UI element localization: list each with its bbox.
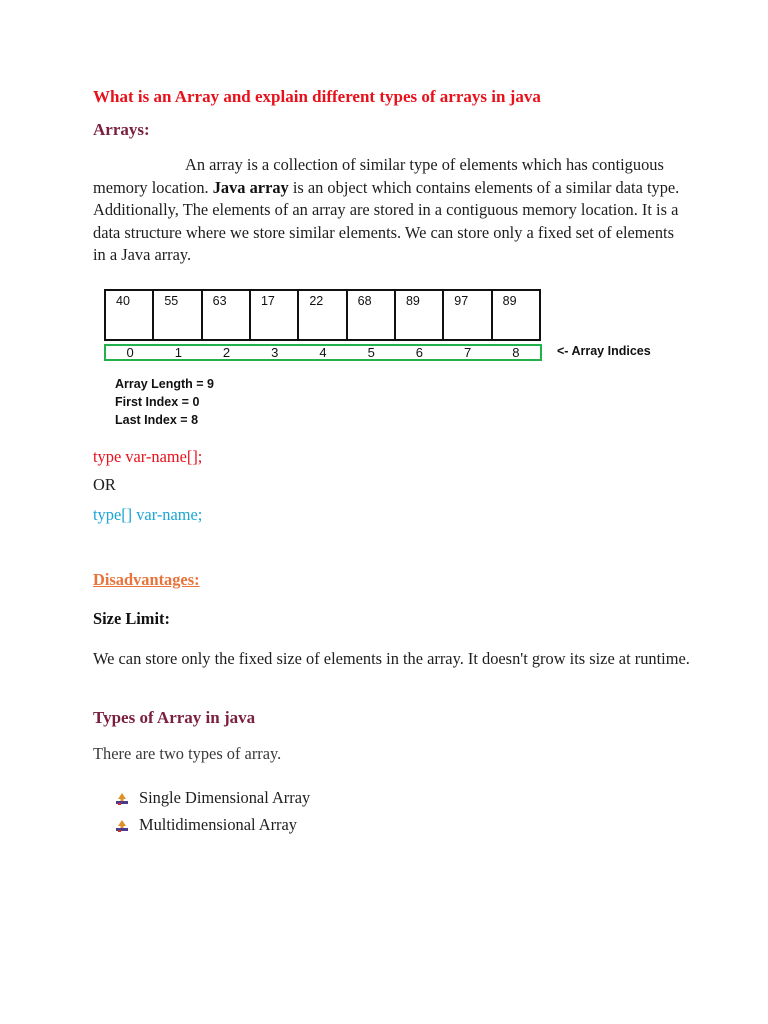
last-index-text: Last Index = 8 [115,413,199,427]
list-item-label: Multidimensional Array [139,814,297,834]
array-cell: 63 [203,291,251,339]
intro-text-bold: Java array [212,177,289,197]
bullet-arrow-icon [115,791,129,805]
array-index: 5 [367,345,375,360]
array-index: 4 [319,345,327,360]
array-cell: 40 [106,291,154,339]
syntax-form-2: type[] var-name; [93,505,203,524]
bullet-arrow-icon [115,818,129,832]
list-item [115,784,310,811]
array-index: 7 [464,345,472,360]
first-index-text: First Index = 0 [115,395,200,409]
array-index: 1 [174,345,182,360]
intro-text-part2: is an object which contains elements of a similar data type. Additionally, The elements of an array are stored in a contiguous memory location. It is a data structure where we store similar elements. We can store only a fixed set of elements in a Java array. [93,177,680,265]
array-index: 0 [126,345,134,360]
array-index: 6 [415,345,424,360]
page-title: What is an Array and explain different types of arrays in java [93,87,541,106]
array-cell: 17 [251,291,299,339]
array-index: 3 [271,345,279,360]
intro-paragraph [93,154,683,267]
array-cell: 68 [348,291,396,339]
array-cell: 22 [299,291,347,339]
array-cell: 89 [502,294,517,308]
size-limit-paragraph: We can store only the fixed size of elements in the array. It doesn't grow its size at runtime. [93,649,690,668]
array-cell: 89 [396,291,444,339]
syntax-or: OR [93,475,116,494]
array-indices-box [104,344,542,361]
array-length-text: Array Length = 9 [115,377,214,391]
array-index: 2 [222,345,231,360]
array-values-box [104,289,541,341]
array-cell: 55 [154,291,202,339]
syntax-form-1: type var-name[]; [93,447,203,466]
array-indices-label: <- Array Indices [557,344,651,358]
types-list [115,784,310,838]
list-item [115,811,310,838]
array-index: 8 [512,345,520,360]
array-cell: 97 [444,291,492,339]
types-heading: Types of Array in java [93,708,256,727]
list-item-label: Single Dimensional Array [139,787,311,807]
size-limit-heading: Size Limit: [93,609,170,628]
arrays-heading: Arrays: [93,120,150,139]
intro-text-part1: An array is a collection of similar type of elements which has contiguous memory location. [93,155,664,197]
disadvantages-heading: Disadvantages: [93,570,200,589]
types-intro: There are two types of array. [93,744,282,763]
